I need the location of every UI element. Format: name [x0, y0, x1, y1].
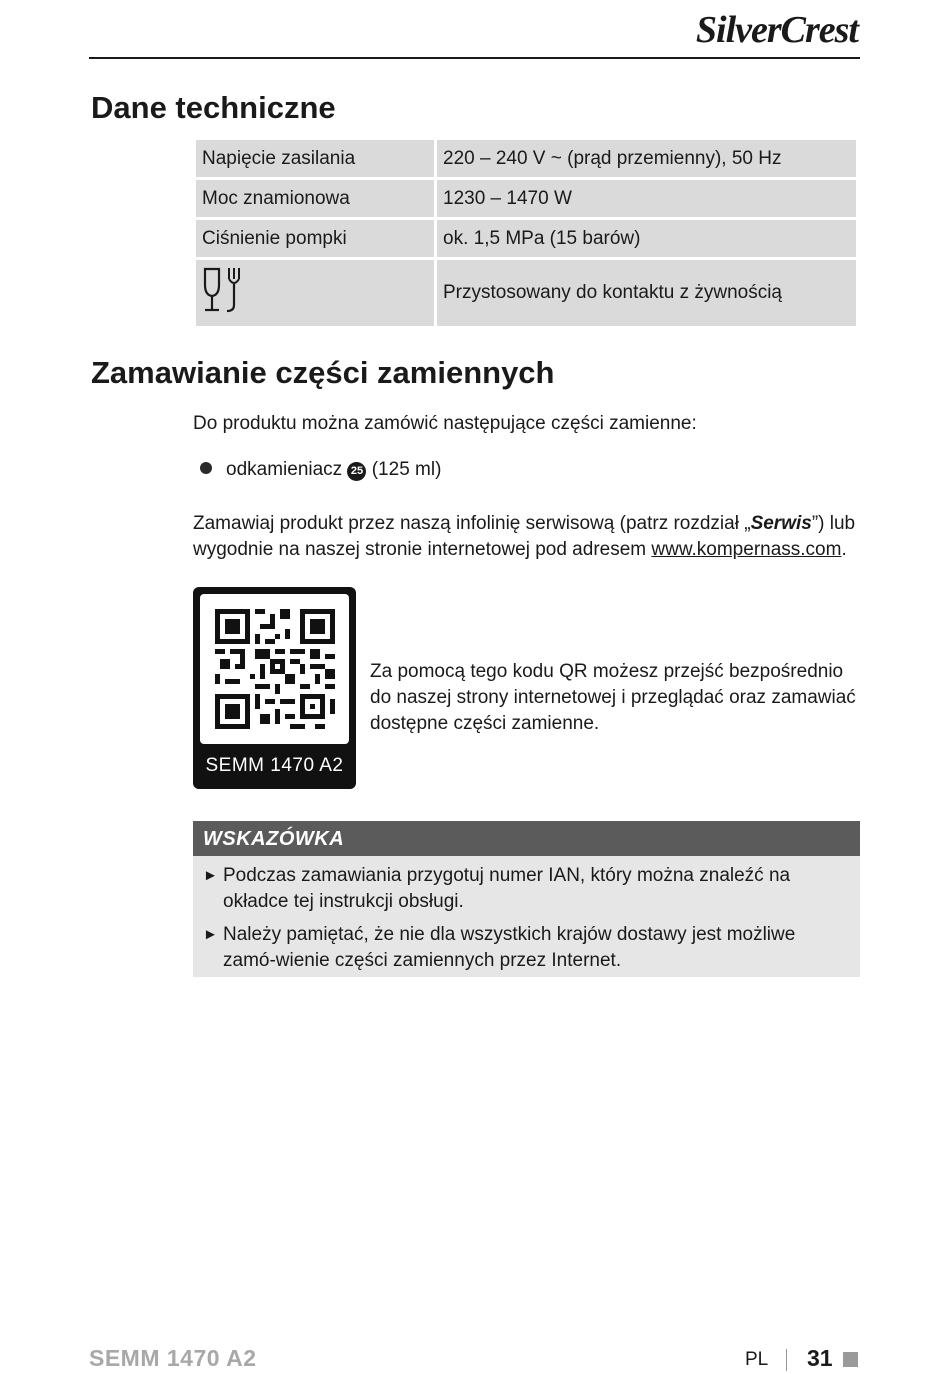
part-number-badge: 25 — [347, 462, 366, 481]
order-text: ”) lub wygodnie na naszej stronie internetowej pod adresem — [193, 513, 856, 560]
bullet-icon — [200, 462, 212, 474]
spec-value: Przystosowany do kontaktu z żywnością — [437, 260, 856, 326]
spec-value: 1230 – 1470 W — [437, 180, 856, 217]
table-row — [196, 180, 856, 217]
order-text: Zamawiaj produkt przez naszą infolinię serwisową (patrz rozdział „ — [193, 513, 751, 534]
footer-language: PL — [745, 1349, 769, 1370]
table-row — [196, 220, 856, 257]
qr-description: Za pomocą tego kodu QR możesz przejść bezpośrednio do naszej strony internetowej i przeglądać oraz zamawiać dostępne części zamienne. — [370, 661, 856, 734]
arrow-icon: ► — [203, 867, 218, 884]
spec-value: ok. 1,5 MPa (15 barów) — [437, 220, 856, 257]
spec-label: Napięcie zasilania — [196, 140, 434, 177]
website-link[interactable]: www.kompernass.com — [651, 539, 842, 560]
page-number: 31 — [807, 1345, 833, 1371]
arrow-icon: ► — [203, 926, 218, 943]
part-name: odkamieniacz — [226, 459, 343, 480]
spec-value: 220 – 240 V ~ (prąd przemienny), 50 Hz — [437, 140, 856, 177]
footer-divider — [786, 1349, 787, 1371]
section-title-technical: Dane techniczne — [91, 90, 336, 125]
table-row — [196, 140, 856, 177]
qr-code-card[interactable] — [193, 587, 356, 789]
qr-code-icon — [215, 609, 335, 729]
header-rule — [89, 57, 860, 59]
spec-table — [193, 137, 859, 329]
order-paragraph — [193, 511, 863, 563]
spec-label: Ciśnienie pompki — [196, 220, 434, 257]
brand-logo: SilverCrest — [695, 9, 858, 51]
note-box — [193, 821, 860, 977]
list-item — [203, 863, 848, 915]
section-title-parts: Zamawianie części zamiennych — [91, 355, 555, 390]
parts-intro: Do produktu można zamówić następujące części zamienne: — [193, 413, 697, 434]
order-text: . — [841, 539, 847, 560]
spec-icon-cell — [196, 260, 434, 326]
spec-label: Moc znamionowa — [196, 180, 434, 217]
note-text: Podczas zamawiania przygotuj numer IAN, który można znaleźć na okładce tej instrukcji obsługi. — [223, 865, 791, 912]
table-row — [196, 260, 856, 326]
note-title: WSKAZÓWKA — [193, 821, 860, 856]
footer-model: SEMM 1470 A2 — [89, 1345, 257, 1371]
list-item — [203, 922, 848, 974]
qr-model-label: SEMM 1470 A2 — [205, 755, 344, 776]
food-contact-icon — [202, 265, 246, 315]
qr-code — [200, 594, 349, 744]
square-icon — [843, 1352, 858, 1367]
note-text: Należy pamiętać, że nie dla wszystkich krajów dostawy jest możliwe zamó-wienie części zamiennych przez Internet. — [223, 924, 796, 971]
part-volume: (125 ml) — [371, 459, 442, 480]
service-chapter-ref: Serwis — [750, 513, 812, 534]
list-item — [200, 457, 441, 483]
